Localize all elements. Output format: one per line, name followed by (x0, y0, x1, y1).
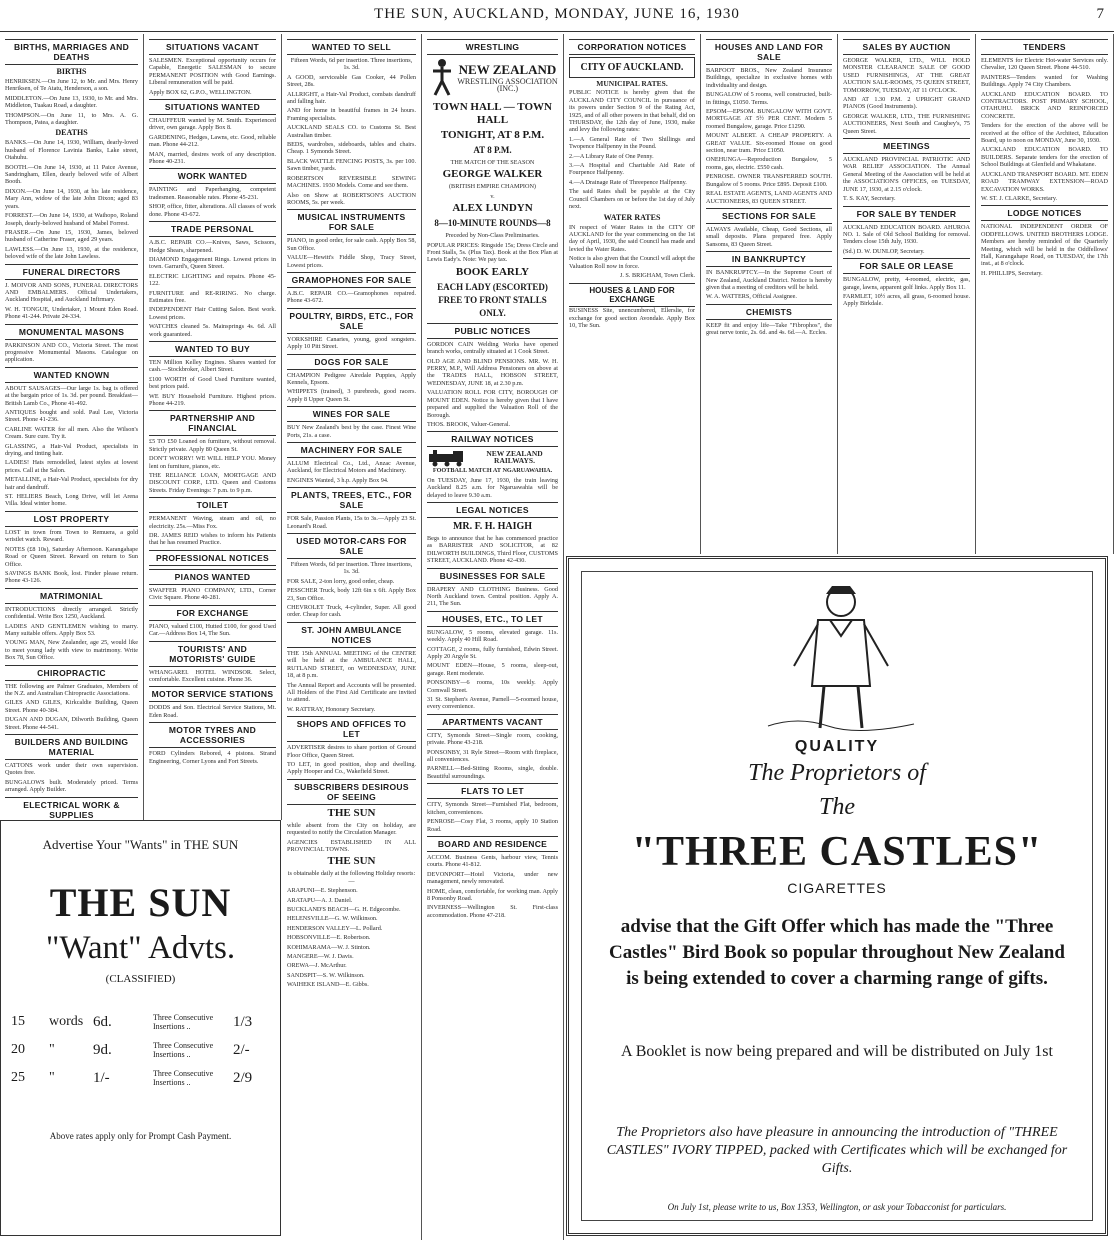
sailor-figure-icon (758, 576, 924, 736)
classified-entry: TEN Million Kelley Engines. Shares wanted for cash.—Stockbroker, Albert Street. (149, 358, 276, 374)
classified-entry: THE 15th ANNUAL MEETING of the CENTRE will be held at the AMBULANCE HALL, RUTLAND STREET, on WEDNESDAY, JUNE 18, at 8 p.m. (287, 649, 416, 680)
rate-total: 2/9 (233, 1069, 253, 1086)
classified-entry: AGENCIES ESTABLISHED IN ALL PROVINCIAL TOWNS. (287, 838, 416, 853)
ad-booklet: A Booklet is now being prepared and will be distributed on July 1st (621, 1043, 1053, 1060)
classified-entry: HOME, clean, comfortable, for working man. Apply 8 Ponsonby Road. (427, 887, 558, 902)
ad-proprietors: The Proprietors of (748, 760, 926, 786)
classified-entry: MIDDLETON.—On June 13, 1930, to Mr. and Mrs. Middleton, Tuakau Road, a daughter. (5, 94, 138, 110)
section-head: FOR EXCHANGE (149, 605, 276, 621)
rate-price: 9d. (93, 1041, 112, 1058)
classified-entry: BANKS.—On June 14, 1930, William, dearly-loved husband of Florence Lavinia Banks, Lake street, Otahuhu. (5, 139, 138, 162)
classified-entry: ADVERTISER desires to share portion of Ground Floor Office, Queen Street. (287, 744, 416, 759)
section-head: PROFESSIONAL NOTICES (149, 550, 276, 566)
ad-quality: QUALITY (794, 738, 880, 755)
classified-entry: GARDENING, Hedges, Lawns, etc. Good, reliable man. Phone 44-212. (149, 133, 276, 149)
versus: v. (490, 192, 495, 200)
rate-total: 2/- (233, 1041, 250, 1058)
classified-entry: CITY, Symonds Street—Furnished Flat, bedroom, kitchen, conveniences. (427, 801, 558, 816)
classified-entry: ARAPUNI—E. Stephenson. (287, 887, 358, 895)
section-head: ST. JOHN AMBULANCE NOTICES (287, 622, 416, 648)
rate-total: 1/3 (233, 1013, 253, 1030)
section-head: APARTMENTS VACANT (427, 714, 558, 730)
section-head: IN BANKRUPTCY (706, 251, 832, 267)
section-head: WANTED TO SELL (287, 39, 416, 55)
section-head: POULTRY, BIRDS, ETC., FOR SALE (287, 308, 416, 334)
section-head: MACHINERY FOR SALE (287, 442, 416, 458)
section-head: SITUATIONS VACANT (149, 39, 276, 55)
section-head: WANTED TO BUY (149, 341, 276, 357)
rate-label: " (49, 1070, 55, 1085)
classified-entry: 1.—A General Rate of Two Shillings and Twopence Halfpenny in the Pound. (569, 135, 695, 151)
classified-entry: CARLINE WATER for all men. Also the Wilson's Cream. Sure cure. Try it. (5, 425, 138, 441)
section-head: LODGE NOTICES (981, 205, 1108, 221)
classified-entry: FARMLET, 10½ acres, all grass, 6-roomed house. Apply Birkdale. (843, 292, 970, 308)
classified-entry: The Annual Report and Accounts will be presented. All Holders of the First Aid Certificate are invited to attend. (287, 681, 416, 704)
section-head: FOR SALE OR LEASE (843, 258, 970, 274)
classified-entry: Notice is also given that the Council will adopt the Valuation Roll now in force. (569, 255, 695, 270)
section-head: MUSICAL INSTRUMENTS FOR SALE (287, 209, 416, 235)
column-4 (422, 34, 564, 1240)
section-head: SHOPS AND OFFICES TO LET (287, 716, 416, 742)
section-head: WANTED KNOWN (5, 367, 138, 383)
classified-entry: FORREST.—On June 14, 1930, at Waihopo, Roland Joseph, dearly-beloved husband of Mabel Forrest. (5, 212, 138, 227)
rate-insertions: Three Consecutive Insertions .. (153, 1041, 214, 1059)
section-head: PUBLIC NOTICES (427, 323, 558, 339)
classified-entry: WATCHES cleaned 5s. Mainsprings 4s. 6d. All work guaranteed. (149, 323, 276, 338)
classified-entry: TO LET, in good position, shop and dwelling. Apply Hooper and Co., Wakefield Street. (287, 760, 416, 776)
classified-entry: BARFOOT BROS., New Zealand Insurance Buildings, specialize in exclusive homes with individuality and design. (706, 67, 832, 89)
classified-entry: SANDSPIT—S. W. Wilkinson. (287, 971, 365, 979)
classified-entry: WHANGAREI. HOTEL WINDSOR. Select, comfortable. Excellent cuisine. Phone 36. (149, 668, 276, 683)
classified-entry: SAVINGS BANK Book, lost. Finder please return. Phone 43-126. (5, 569, 138, 585)
classified-entry: METALLINE, a Hair-Val Product, specialists for dry hair and dandruff. (5, 476, 138, 491)
rounds: 8—10-MINUTE ROUNDS—8 (434, 218, 551, 229)
fighter-1: GEORGE WALKER (442, 168, 543, 181)
ad-body: advise that the Gift Offer which has made the "Three Castles" Bird Book so popular throughout New Zealand is being extended to cover a charming range of gifts. (609, 916, 1065, 989)
section-head: CORPORATION NOTICES (569, 39, 695, 55)
classified-entry: ELECTRIC LIGHTING and repairs. Phone 45-122. (149, 272, 276, 288)
classified-entry: DODDS and Son. Electrical Service Stations, Mt. Eden Road. (149, 704, 276, 719)
classified-entry: ABOUT SAUSAGES—Our large 1s. bag is offered at the bargain price of 1s. 3d. per pound. Breakfast—British Lamb Co., Phone 41-492. (5, 384, 138, 407)
classified-entry: GEORGE WALKER, LTD., WILL HOLD MONSTER CLEARANCE SALE OF GOOD USED FURNISHINGS, AT THE GREAT AUCTION SALE-ROOMS, 75 QUEEN STREET, TOMORROW, TUESDAY, AT 11 O'CLOCK. (843, 57, 970, 94)
classified-entry: LADIES! Hats remodelled, latest styles at lowest prices. Call at the Salon. (5, 459, 138, 474)
train-icon (427, 449, 471, 467)
section-head: FOR SALE BY TENDER (843, 206, 970, 222)
classified-entry: ONEHUNGA—Reproduction Bungalow, 5 rooms, gas, electric. £550 cash. (706, 156, 832, 171)
classified-entry: 3.—A Hospital and Charitable Aid Rate of Fourpence Halfpenny. (569, 162, 695, 177)
classified-entry: BUNGALOW, 5 rooms, elevated garage. 11s. weekly. Apply 40 Hill Road. (427, 628, 558, 644)
classified-entry: On TUESDAY, June 17, 1930, the train leaving Auckland 8.25 a.m. for Ngaruawahia will be delayed to leave 9.30 a.m. (427, 476, 558, 499)
rate-row (11, 1069, 270, 1087)
want-box-subtitle: "Want" Advts. (45, 930, 236, 966)
classified-entry: CHAMPION Pedigree Airedale Puppies, Apply Kennels, Epsom. (287, 371, 416, 386)
wrestling-venue: TOWN HALL — TOWN HALL (433, 101, 552, 126)
classified-entry: BUY New Zealand's best by the case. Finest Wine Ports, 21s. a case. (287, 424, 416, 439)
classified-entry: Also on Show at ROBERTSON'S AUCTION ROOMS, 5s. per week. (287, 191, 416, 206)
classified-entry: PARNELL—Bed-Sitting Rooms, single, double. Beautiful surroundings. (427, 765, 558, 780)
section-head: TENDERS (981, 39, 1108, 55)
classified-entry: WHIPPETS (trained), 3 purebreds, good racers. Apply 8 Upper Queen St. (287, 388, 416, 403)
sun-agents-sub: is obtainable daily at the following Holiday resorts:— (287, 870, 416, 885)
want-box-header: Advertise Your "Wants" in THE SUN (42, 837, 239, 852)
classified-entry: W. H. TONGUE, Undertaker, 1 Mount Eden Road. Phone 41-244. Private 24-334. (5, 305, 138, 321)
classified-entry: 31 St. Stephen's Avenue, Parnell—5-roomed house, every convenience. (427, 696, 558, 711)
wrestling-match: THE MATCH OF THE SEASON (450, 159, 535, 166)
section-head: LOST PROPERTY (5, 511, 138, 527)
classified-entry: T. S. KAY, Secretary. (843, 195, 896, 203)
rate-note: Fifteen Words, 6d per insertion. Three insertions, 1s. 3d. (290, 57, 413, 72)
classified-entry: CITY, Symonds Street—Single room, cooking, private. Phone 43-218. (427, 731, 558, 747)
section-head: SALES BY AUCTION (843, 39, 970, 55)
classified-entry: £100 WORTH of Good Used Furniture wanted, best prices paid. (149, 375, 276, 391)
want-box-footer: Above rates apply only for Prompt Cash Payment. (49, 1131, 232, 1141)
classified-entry: THOMPSON.—On June 11, to Mrs. A. G. Thompson, Patea, a daughter. (5, 111, 138, 127)
classified-entry: CHAUFFEUR wanted by M. Smith. Experienced driver, own garage. Apply Box 8. (149, 117, 276, 132)
classified-entry: INTRODUCTIONS directly arranged. Strictly confidential. Write Box 1250, Auckland. (5, 605, 138, 621)
classified-entry: ARATAPU—A. J. Daniel. (287, 896, 353, 904)
wrestling-assoc: WRESTLING ASSOCIATION (INC.) (457, 76, 558, 93)
wrestling-time: AT 8 P.M. (473, 145, 512, 155)
column-5 (564, 34, 701, 554)
classified-entry: DEVONPORT—Hotel Victoria, under new management, newly renovated. (427, 870, 558, 886)
rate-label: words (49, 1014, 84, 1029)
section-head: SUBSCRIBERS DESIROUS OF SEEING (287, 779, 416, 805)
column-8 (976, 34, 1114, 554)
classified-entry: GILES AND GILES, Kirkcaldie Building, Queen Street. Phone 40-384. (5, 699, 138, 714)
classified-entry: HENRIKSEN.—On June 12, to Mr. and Mrs. Henry Henriksen, of Te Atatu, Henderson, a son. (5, 78, 138, 93)
classified-entry: H. PHILLIPS, Secretary. (981, 269, 1043, 277)
classified-entry: GORDON CAIN Welding Works have opened branch works, centrally situated at 1 Cook Street. (427, 340, 558, 356)
classified-entry: MOUNT ALBERT. A CHEAP PROPERTY. A GREAT VALUE. Six-roomed House on good section, near tram. Price £1050. (706, 132, 832, 155)
classified-entry: A.B.C. REPAIR CO.—Knives, Saws, Scissors, Hedge Shears, sharpened. (149, 239, 276, 254)
classified-entry: FURNITURE and RE-RIRING. No charge. Estimates free. (149, 289, 276, 304)
classified-entry: W. A. WATTERS, Official Assignee. (706, 293, 797, 301)
legal-name: MR. F. H. HAIGH (452, 520, 533, 532)
classified-entry: The said Rates shall be payable at the City Council Chambers on or before the 1st day of July next. (569, 188, 695, 211)
classified-entry: IN respect of Water Rates in the CITY OF AUCKLAND for the year commencing on the 1st day of April, 1930, the said Council has made and levied the Water Rates. (569, 223, 695, 253)
classified-entry: AUCKLAND PROVINCIAL PATRIOTIC AND WAR RELIEF ASSOCIATION. The Annual General Meeting of the Association will be held at the ASSOCIATION'S OFFICES, on TUESDAY, JUNE 17, 1930, at 2.15 o'clock. (843, 156, 970, 193)
rate-words: 25 (11, 1070, 25, 1085)
classified-entry: ENGINES Wanted, 3 h.p. Apply Box 94. (287, 476, 389, 484)
classified-entry: THOS. BROOK, Valuer-General. (427, 420, 511, 428)
section-head: TOILET (149, 497, 276, 513)
classified-entry: Tenders for the erection of the above will be received at the office of the Architect, Education Board, up to noon on MONDAY, June 30, 1930. (981, 122, 1108, 145)
section-head: RAILWAY NOTICES (427, 431, 558, 447)
classified-entry: EPSOM—EPSOM. BUNGALOW WITH GOVT. MORTGAGE AT 5½ PER CENT. Modern 5 roomed Bungalow, garage. Price £1290. (706, 108, 832, 130)
rate-insertions: Three Consecutive Insertions .. (153, 1069, 214, 1087)
section-head: DOGS FOR SALE (287, 354, 416, 370)
section-head: BIRTHS, MARRIAGES AND DEATHS (5, 39, 138, 65)
subscribers-sun: THE SUN (327, 806, 376, 819)
classified-entry: YORKSHIRE Canaries, young, good songsters. Apply 10 Pitt Street. (287, 335, 416, 351)
section-head: PARTNERSHIP AND FINANCIAL (149, 410, 276, 436)
classified-entry: AUCKLAND EDUCATION BOARD. AHUROA NO. 1. Sale of Old School Building for removal. Tenders close 15th July, 1930. (843, 223, 970, 246)
section-head: BOARD AND RESIDENCE (427, 836, 558, 852)
classified-entry: PESSCHER Truck, body 12ft 6in x 6ft. Apply Box 23, Sun Office. (287, 587, 416, 602)
section-head: WORK WANTED (149, 168, 276, 184)
classified-entry: J. MOIVOR AND SONS, FUNERAL DIRECTORS AND EMBALMERS. Official Undertakers, Auckland Hospital, and Auckland Infirmary. (5, 281, 138, 304)
section-head: CHIROPRACTIC (5, 665, 138, 681)
classified-entry: A.B.C. REPAIR CO.—Gramophones repaired. Phone 43-672. (287, 289, 416, 305)
classified-entry: LAWLESS.—On June 13, 1930, at the residence, beloved wife of the late John Lawless. (5, 245, 138, 261)
section-head: SITUATIONS WANTED (149, 99, 276, 115)
classified-entry: NOTES (£8 10s), Saturday Afternoon. Karangahape Road or Queen Street. Reward on return to Sun Office. (5, 545, 138, 568)
classified-entry: COTTAGE, 2 rooms, fully furnished, Edwin Street. Apply 20 Argyle St. (427, 645, 558, 660)
section-head: MOTOR SERVICE STATIONS (149, 686, 276, 702)
classified-entry: LADIES AND GENTLEMEN wishing to marry. Many suitable offers. Apply Box 53. (5, 622, 138, 637)
classified-entry: PIANO, in good order, for sale cash. Apply Box 58, Sun Office. (287, 237, 416, 252)
classified-entry: W. RATTRAY, Honorary Secretary. (287, 705, 376, 713)
classified-entry: INVERNESS—Wellington St. First-class accommodation. Phone 47-218. (427, 904, 558, 919)
classified-entry: MOUNT EDEN—House, 5 rooms, sleep-out, garage. Rent moderate. (427, 662, 558, 677)
classified-entry: CHEVROLET Truck, 4-cylinder, Super. All good order. Cheap for cash. (287, 604, 416, 619)
ad-the: The (819, 794, 855, 820)
classified-entry: ALLUM Electrical Co., Ltd., Anzac Avenue, Auckland, for Electrical Motors and Machinery. (287, 460, 416, 475)
rate-words: 15 (11, 1014, 25, 1029)
classified-entry: PONSONBY—6 rooms, 10s weekly. Apply Cornwall Street. (427, 679, 558, 694)
rates-title: MUNICIPAL RATES. (596, 79, 668, 88)
classified-entry: PAINTERS—Tenders wanted for Washing Buildings. Apply 74 City Chambers. (981, 73, 1108, 89)
railway-sub: FOOTBALL MATCH AT NGARUAWAHIA. (432, 467, 553, 475)
classified-entry: AUCKLAND SEALS CO. to Customs St. Best Australian timber. (287, 124, 416, 139)
classified-entry: BEDS, wardrobes, sideboards, tables and chairs. Cheap. 1 Symonds Street. (287, 141, 416, 156)
classified-entry: INDEPENDENT Hair Cutting Salon. Best work. Lowest prices. (149, 306, 276, 321)
classified-entry: W. ST. J. CLARKE, Secretary. (981, 194, 1058, 202)
classified-entry: VALUE—Hewitt's Fiddle Shop, Tracy Street, Lowest prices. (287, 254, 416, 269)
classified-entry: LOST in town from Town to Remuera, a gold wristlet watch. Reward. (5, 528, 138, 544)
prices: POPULAR PRICES: Ringside 15s; Dress Circle and Front Stalls, 5s. (Plus Tax). Book at the Box Plan at Lewis Eady's. Note: We pay tax. (427, 241, 558, 264)
section-head: BUSINESSES FOR SALE (427, 568, 558, 584)
classified-entry: IN BANKRUPTCY.—In the Supreme Court of New Zealand, Auckland District. Notice is hereby given that a meeting of creditors will be held. (706, 269, 832, 291)
classified-entry: BOOTH.—On June 14, 1930, at 11 Paice Avenue, Sandringham, Ellen, dearly beloved wife of Albert Booth. (5, 163, 138, 186)
section-head: GRAMOPHONES FOR SALE (287, 272, 416, 288)
classified-entry: FORD Cylinders Rebored, 4 pistons. Strand Engineering, Corner Lyons and Fort Streets. (149, 750, 276, 765)
classified-entry: PUBLIC NOTICE is hereby given that the AUCKLAND CITY COUNCIL in pursuance of its powers under Section 9 of the Rating Act, 1925, and of all other powers in that behalf, did on THURSDAY, the 12th day of June, 1930, make and levy the following rates: (569, 89, 695, 134)
classified-entry: BUCKLAND'S BEACH—G. H. Edgecombe. (287, 906, 401, 913)
classified-entry: GEORGE WALKER, LTD., THE FURNISHING AUCTIONEERS, Next South and Caughey's, 75 Queen Street. (843, 112, 970, 135)
classified-entry: PERMANENT Waving, steam and oil, no electricity. 25s.—Miss Fox. (149, 515, 276, 530)
section-head: PIANOS WANTED (149, 569, 276, 585)
section-head: WINES FOR SALE (287, 406, 416, 422)
section-head: CHEMISTS (706, 304, 832, 320)
sub-head: DEATHS (55, 128, 88, 138)
preceded: Preceded by Non-Class Preliminaries. (445, 232, 540, 240)
column-7 (838, 34, 976, 554)
classified-entry: THE RELIANCE LOAN, MORTGAGE AND DISCOUNT CORP., LTD. Queen and Customs Streets. Friday Evenings: 7 p.m. to 9 p.m. (149, 472, 276, 494)
fighter-1-note: (BRITISH EMPIRE CHAMPION) (449, 183, 536, 191)
sun-agents-head: THE SUN (327, 855, 376, 868)
classified-entry: BUNGALOW, pretty, 4-roomed, electric, gas, garage, lawns, apparent golf links. Apply Box 11. (843, 276, 970, 291)
classified-entry: PENROSE. OWNER TRANSFERRED SOUTH. Bungalow of 5 rooms. Price £895. Deposit £100. (706, 173, 832, 188)
section-head: FUNERAL DIRECTORS (5, 264, 138, 280)
rate-label: " (49, 1042, 55, 1057)
sub-head: WATER RATES (603, 212, 661, 222)
want-box-masthead: THE SUN (49, 880, 232, 925)
classified-entry: £5 TO £50 Loaned on furniture, without removal. Strictly private. Apply 80 Queen St. (149, 438, 276, 453)
ladies-note: EACH LADY (ESCORTED) FREE TO FRONT STALLS ONLY. (437, 281, 548, 318)
section-head: PLANTS, TREES, ETC., FOR SALE (287, 487, 416, 513)
classified-entry: GLASSING, a Hair-Val Product, specialists in drying, and tinting hair. (5, 442, 138, 458)
section-head: HOUSES & LAND FOR EXCHANGE (569, 283, 695, 307)
want-box-classified: (CLASSIFIED) (105, 973, 176, 985)
section-head: USED MOTOR-CARS FOR SALE (287, 533, 416, 559)
section-head: HOUSES AND LAND FOR SALE (706, 39, 832, 65)
section-head: FLATS TO LET (427, 783, 558, 799)
classified-entry: OLD AGE AND BLIND PENSIONS. MR. W. H. PERRY, M.P., Will Address Pensioners on above at the TRADES HALL, HOBSON STREET, WEDNESDAY, JUNE 18, at 2.30 p.m. (427, 357, 558, 387)
classified-entry: AUCKLAND TRANSPORT BOARD. MT. EDEN ROAD TRAMWAY EXTENSION—ROAD EXCAVATION WORKS. (981, 170, 1108, 193)
classified-entry: MAN, married, desires work of any description. Phone 40-231. (149, 150, 276, 166)
classified-entry: REAL ESTATE AGENTS, LAND AGENTS AND AUCTIONEERS, 83 QUEEN STREET. (706, 190, 832, 205)
classified-entry: ROBERTSON REVERSIBLE SEWING MACHINES. 1930 Models. Come and see them. (287, 174, 416, 190)
classified-entry: THE following are Palmer Graduates, Members of the N.Z. and Australian Chiropractic Associations. (5, 682, 138, 697)
section-head: TRADE PERSONAL (149, 221, 276, 237)
classified-entry: FOR Sale, Passion Plants, 15s to 3s.—Apply 23 St. Leonard's Road. (287, 515, 416, 530)
column-6 (701, 34, 838, 554)
wrestling-when: TONIGHT, AT 8 P.M. (440, 129, 545, 141)
section-head: MONUMENTAL MASONS (5, 324, 138, 340)
classified-entry: BUSINESS Site, unencumbered, Ellerslie, for exchange for good section Avondale. Apply Box 10, The Sun. (569, 307, 695, 330)
rate-row (11, 1041, 270, 1059)
rate-note: Fifteen Words, 6d per insertion. Three insertions, 1s. 3d. (290, 561, 413, 576)
classified-entry: YOUNG MAN, New Zealander, age 25, would like to meet young lady with view to matrimony. Write Box 78, Sun Office. (5, 639, 138, 662)
classified-entry: AUCKLAND EDUCATION BOARD. TO BUILDERS. Separate tenders for the erection of School Buildings at Glenfield and Whakatane. (981, 146, 1108, 169)
section-head: HOUSES, ETC., TO LET (427, 611, 558, 627)
classified-entry: 2.—A Library Rate of One Penny. (569, 152, 654, 160)
classified-entry: DIXON.—On June 14, 1930, at his late residence, Mary Ann, widow of the late John Dixon; aged 83 years. (5, 187, 138, 210)
book-early: BOOK EARLY (455, 265, 530, 278)
classified-entry: PONSONBY, 31 Ryle Street—Room with fireplace, all conveniences. (427, 748, 558, 764)
classified-entry: FRASER.—On June 15, 1930, James, beloved husband of Catherine Fraser, aged 29 years. (5, 228, 138, 244)
classified-entry: AUCKLAND EDUCATION BOARD. TO CONTRACTORS. POST PRIMARY SCHOOL, OTAHUHU. BRICK AND REINFORCED CONCRETE. (981, 90, 1108, 120)
classified-entry: HENDERSON VALLEY—L. Pollard. (287, 924, 383, 932)
classified-entry: Begs to announce that he has commenced practice as BARRISTER AND SOLICITOR, at 82 DILWORTH BUILDINGS, Third Floor, CUSTOMS STREET, AUCKLAND. Phone 42-430. (427, 534, 558, 565)
classified-entry: (Sd.) D. W. DUNLOP, Secretary. (843, 247, 925, 255)
column-1 (0, 34, 144, 820)
classified-entry: DON'T WORRY! WE WILL HELP YOU. Money lent on furniture, pianos, etc. (149, 455, 276, 470)
wrestling-nz: NEW ZEALAND (458, 61, 557, 77)
classified-entry: SALESMEN. Exceptional opportunity occurs for Capable, Energetic SALESMAN to secure PERMANENT POSITION with Good Earnings. Liberal remuneration will be paid. (149, 57, 276, 87)
section-head: BUILDERS AND BUILDING MATERIAL (5, 734, 138, 760)
classified-entry: MANGERE—W. J. Davis. (287, 953, 354, 961)
classified-entry: HELENSVILLE—G. W. Wilkinson. (287, 915, 378, 923)
masthead (0, 0, 1114, 32)
classified-entry: CATTONS work under their own supervision. Quotes free. (5, 762, 138, 777)
classified-entry: PARKINSON AND CO., Victoria Street. The most progressive Monumental Masons. Catalogue on application. (5, 341, 138, 364)
section-head: ELECTRICAL WORK & SUPPLIES (5, 797, 138, 820)
classified-entry: BLACK WATTLE FENCING POSTS, 3s. per 100. Sawn timber, yards. (287, 157, 416, 173)
three-castles-advertisement (566, 556, 1108, 1236)
classified-entry: ACCOM. Business Gents, harbour view, Tennis courts. Phone 41-812. (427, 853, 558, 869)
city-title: CITY OF AUCKLAND. (569, 57, 695, 78)
classified-entry: KEEP fit and enjoy life—Take "Fibrophos", the great nerve tonic, 2s. 6d. and 4s. 6d.—A. Eccles. (706, 321, 832, 337)
page-number: 7 (1096, 6, 1104, 22)
classified-entry: FOR SALE, 2-ton lorry, good order, cheap. (287, 577, 395, 585)
sub-head: BIRTHS (56, 67, 87, 76)
classified-entry: HOBSONVILLE—E. Robertson. (287, 934, 371, 942)
classified-entry: PAINTING and Paperhanging, competent tradesmen. Reasonable rates. Phone 45-231. (149, 186, 276, 201)
classified-entry: PENROSE—Cosy Flat, 3 rooms, apply 10 Station Road. (427, 818, 558, 833)
section-head: SECTIONS FOR SALE (706, 208, 832, 224)
section-head: MOTOR TYRES AND ACCESSORIES (149, 722, 276, 748)
masthead-title: THE SUN, AUCKLAND, MONDAY, JUNE 16, 1930 (374, 6, 740, 22)
section-head: WRESTLING (427, 39, 558, 55)
classified-entry: WE BUY Household Furniture. Highest prices. Phone 44-219. (149, 392, 276, 407)
classified-entry: ELEMENTS for Electric Hot-water Services only. Chevalier, 120 Queen Street. Phone 44-510. (981, 57, 1108, 72)
ad-cigarettes: CIGARETTES (787, 880, 887, 896)
classified-entry: Apply BOX 62, G.P.O., WELLINGTON. (149, 88, 252, 96)
classified-entry: BUNGALOW of 5 rooms, well constructed, built-in fittings, £1050. Terms. (706, 91, 832, 106)
classified-entry: ALWAYS Available, Cheap, Good Sections, all small deposits. Plans prepared free. Apply Sansoms, 83 Queen Street. (706, 225, 832, 248)
classified-entry: SWAFFER PIANO COMPANY, LTD., Corner Civic Square. Phone 40-281. (149, 586, 276, 602)
classified-entry: NATIONAL INDEPENDENT ORDER OF ODDFELLOWS. UNITED BROTHERS LODGE. Members are hereby reminded of the Quarterly Meeting, which will be held in the Oddfellows' Hall, Karangahape Road, on TUESDAY, the 17th inst., at 8 o'clock. (981, 223, 1108, 268)
ad-brand: "THREE CASTLES" (631, 829, 1043, 875)
classified-entry: 4.—A Drainage Rate of Threepence Halfpenny. (569, 178, 687, 186)
classified-entry: AND AT 1.30 P.M. 2 UPRIGHT GRAND PIANOS (Good Instruments). (843, 96, 970, 111)
column-3 (282, 34, 422, 1240)
town-clerk: J. S. BRIGHAM, Town Clerk. (619, 271, 695, 279)
fighter-2: ALEX LUNDYN (452, 202, 533, 215)
section-head: MATRIMONIAL (5, 588, 138, 604)
column-2 (144, 34, 282, 820)
classified-entry: VALUATION ROLL FOR CITY, BOROUGH OF MOUNT EDEN. Notice is hereby given that I have prepared and supplied the Valuation Roll of the Borough. (427, 389, 558, 419)
classified-entry: DR. JAMES REID wishes to inform his Patients that he has resumed Practice. (149, 532, 276, 547)
classified-entry: ANTIQUES bought and sold. Paul Lee, Victoria Street. Phone 41-236. (5, 409, 138, 424)
classified-entry: OREWA—J. McArthur. (287, 962, 347, 970)
classified-entry: while absent from the City on holiday, are requested to notify the Circulation Manager. (287, 821, 416, 837)
classified-entry: KOHIMARAMA—W. J. Stinton. (287, 943, 371, 951)
wrestler-icon (427, 57, 457, 99)
section-head: MEETINGS (843, 138, 970, 154)
classified-entry: BUNGALOWS built. Moderately priced. Terms arranged. Apply Builder. (5, 778, 138, 794)
section-head: LEGAL NOTICES (427, 502, 558, 518)
classified-entry: AND for home in beautiful frames in 24 hours. Framing specialists. (287, 107, 416, 122)
classified-entry: DUGAN AND DUGAN, Dilworth Building, Queen Street. Phone 44-541. (5, 716, 138, 731)
classified-entry: WAIHEKE ISLAND—E. Gibbs. (287, 981, 369, 989)
rate-words: 20 (11, 1042, 25, 1057)
classified-entry: SHOP, office, fitter, alterations. All classes of work done. Phone 43-672. (149, 203, 276, 218)
rate-price: 6d. (93, 1013, 112, 1030)
rate-insertions: Three Consecutive Insertions .. (153, 1013, 214, 1031)
classified-entry: PIANO, valued £100, Hutted £100, for good Used Car.—Address Box 14, The Sun. (149, 622, 276, 638)
classified-entry: A GOOD, serviceable Gas Cooker, 44 Pollen Street, 28s. (287, 73, 416, 89)
sun-want-advts-box (0, 820, 281, 1236)
rate-row (11, 1013, 270, 1031)
classified-entry: DRAPERY AND CLOTHING Business. Good North Auckland town. Central position. Apply A. 211, The Sun. (427, 585, 558, 608)
classified-entry: ST. HELIERS Beach, Long Drive, will let Arena Villa. Ideal winter home. (5, 493, 138, 508)
rate-price: 1/- (93, 1069, 110, 1086)
ad-footnote: On July 1st, please write to us, Box 1353, Wellington, or ask your Tobacconist for particulars. (667, 1202, 1007, 1212)
section-head: TOURISTS' AND MOTORISTS' GUIDE (149, 641, 276, 667)
railway-title: NEW ZEALAND RAILWAYS. (486, 448, 543, 466)
ad-also: The Proprietors also have pleasure in announcing the introduction of "THREE CASTLES" IVORY TIPPED, packed with Certificates which will be exchanged for Gifts. (606, 1125, 1068, 1176)
classified-entry: ALLRIGHT, a Hair-Val Product, combats dandruff and falling hair. (287, 90, 416, 106)
classified-entry: DIAMOND Engagement Rings. Lowest prices in town. Garrard's, Queen Street. (149, 255, 276, 271)
